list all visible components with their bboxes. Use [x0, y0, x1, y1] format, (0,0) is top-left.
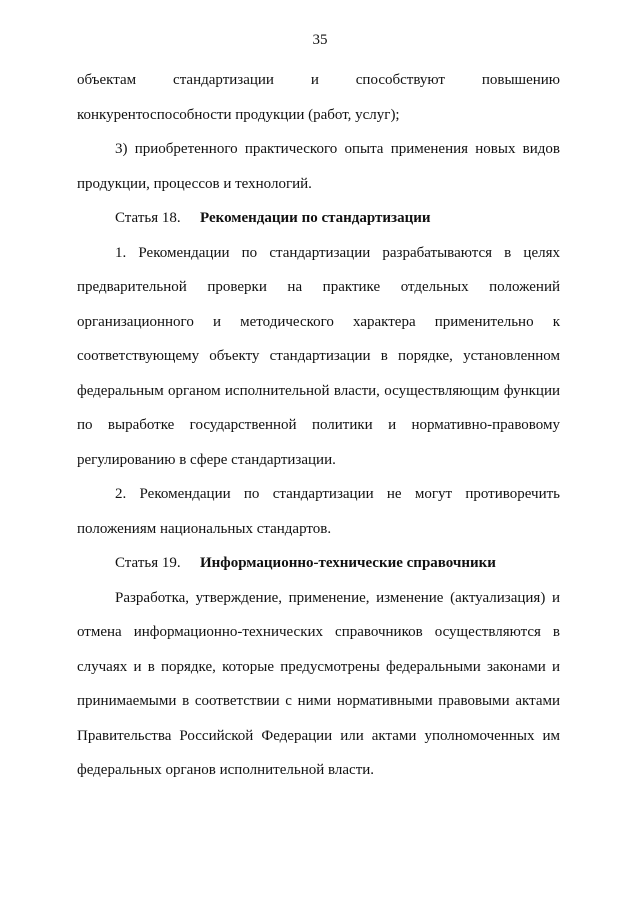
article-18-title: Рекомендации по стандартизации: [200, 210, 431, 226]
continuation-line-1: объектам стандартизации и способствуют повышению: [77, 72, 560, 88]
article-19-paragraph: Разработка, утверждение, применение, изменение (актуализация) и отмена информационно-технических справочников осуществляются в случаях и в порядке, которые предусмотрены федеральными законами и принимаемыми в соответствии с ними нормативными правовыми актами Правительства Российской Федерации или актами уполномоченных им федеральных органов исполнительной власти.: [77, 589, 560, 778]
continuation-line-2: конкурентоспособности продукции (работ, услуг);: [77, 106, 400, 123]
article-18-number: Статья 18.: [115, 210, 181, 226]
document-body: [77, 63, 560, 788]
page-number: 35: [312, 32, 328, 48]
article-19-number: Статья 19.: [115, 555, 181, 571]
article-19-title: Информационно-технические справочники: [200, 555, 496, 571]
article-18-paragraph-2: 2. Рекомендации по стандартизации не могут противоречить положениям национальных стандартов.: [77, 486, 560, 537]
article-19-heading: [77, 546, 560, 581]
item-3-paragraph: 3) приобретенного практического опыта применения новых видов продукции, процессов и технологий.: [77, 141, 560, 192]
article-18-paragraph-1: 1. Рекомендации по стандартизации разрабатываются в целях предварительной проверки на практике отдельных положений организационного и методического характера применительно к соответствующему объекту стандартизации в порядке, установленном федеральным органом исполнительной власти, осуществляющим функции по выработке государственной политики и нормативно-правовому регулированию в сфере стандартизации.: [77, 244, 560, 468]
article-18-heading: [77, 201, 560, 236]
